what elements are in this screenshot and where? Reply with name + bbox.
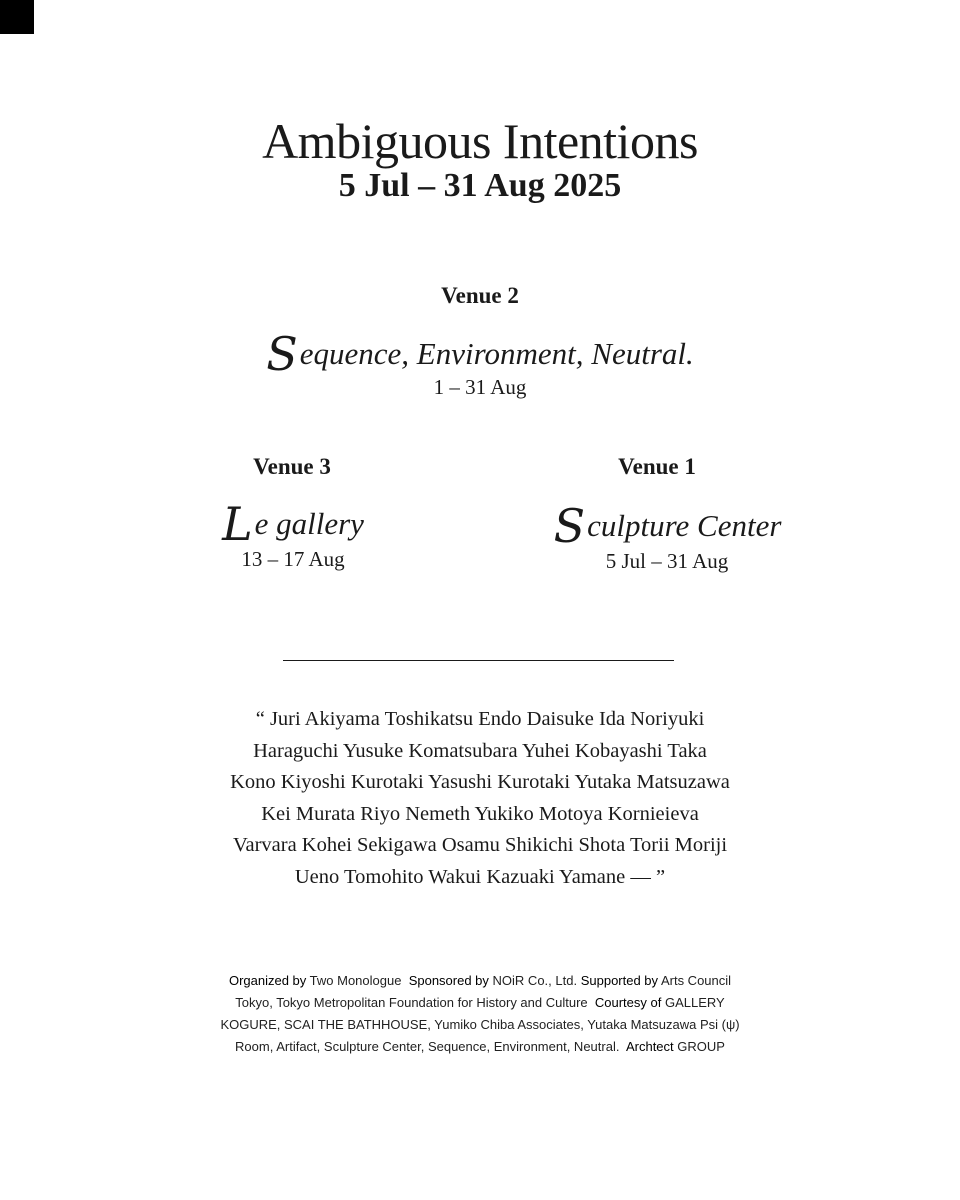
venue-3-name	[183, 497, 403, 551]
venue-2-name-text: equence, Environment, Neutral.	[299, 336, 694, 371]
architect-label: Archtect	[625, 1039, 674, 1054]
artist-line: Haraguchi Yusuke Komatsubara Yuhei Kobayashi Taka	[253, 739, 707, 762]
courtesy-of-value-cont: Room, Artifact, Sculpture Center, Sequence, Environment, Neutral.	[235, 1039, 620, 1054]
artist-list	[210, 704, 750, 893]
artist-line: “ Juri Akiyama Toshikatsu Endo Daisuke Ida Noriyuki	[255, 708, 705, 730]
venue-2-name	[0, 327, 960, 381]
venue-1-label: Venue 1	[618, 454, 696, 479]
credits-line: KOGURE, SCAI THE BATHHOUSE, Yumiko Chiba Associates, Yutaka Matsuzawa Psi (ψ)	[220, 1017, 740, 1032]
courtesy-of-value: GALLERY	[664, 995, 725, 1010]
corner-square-mark	[0, 0, 34, 34]
venue-2-initial: S	[266, 327, 298, 381]
supported-by-value: Arts Council	[660, 973, 732, 988]
courtesy-of-label: Courtesy of	[594, 995, 662, 1010]
credits-line	[180, 970, 780, 992]
credits-line	[180, 992, 780, 1014]
credits-line	[180, 1036, 780, 1058]
sponsored-by-label: Sponsored by	[408, 973, 489, 988]
supported-by-value-cont: Tokyo, Tokyo Metropolitan Foundation for History and Culture	[235, 995, 588, 1010]
sponsored-by-value: NOiR Co., Ltd.	[492, 973, 578, 988]
venue-3-initial: L	[222, 497, 253, 551]
artist-line: Ueno Tomohito Wakui Kazuaki Yamane — ”	[294, 865, 666, 888]
exhibition-title: Ambiguous Intentions	[262, 113, 698, 169]
exhibition-dates: 5 Jul – 31 Aug 2025	[338, 167, 622, 204]
venue-1-name-text: culpture Center	[587, 508, 782, 543]
venue-3-dates: 13 – 17 Aug	[241, 547, 345, 571]
section-divider	[283, 660, 674, 661]
venue-1-initial: S	[553, 499, 586, 553]
venue-2-label: Venue 2	[441, 283, 519, 308]
venue-3-label: Venue 3	[253, 454, 331, 479]
venue-3-name-text: e gallery	[254, 506, 364, 541]
supported-by-label: Supported by	[580, 973, 659, 988]
artist-line: Kei Murata Riyo Nemeth Yukiko Motoya Kornieieva	[261, 802, 699, 825]
credits-block	[180, 970, 780, 1058]
organized-by-label: Organized by	[228, 973, 307, 988]
artist-line: Kono Kiyoshi Kurotaki Yasushi Kurotaki Yutaka Matsuzawa	[230, 771, 730, 793]
organized-by-value: Two Monologue	[309, 973, 402, 988]
venue-1-name	[530, 499, 805, 553]
artist-line: Varvara Kohei Sekigawa Osamu Shikichi Shota Torii Moriji	[232, 834, 728, 856]
venue-2-dates: 1 – 31 Aug	[433, 375, 527, 399]
architect-value: GROUP	[677, 1039, 725, 1054]
venue-1-dates: 5 Jul – 31 Aug	[605, 549, 729, 573]
